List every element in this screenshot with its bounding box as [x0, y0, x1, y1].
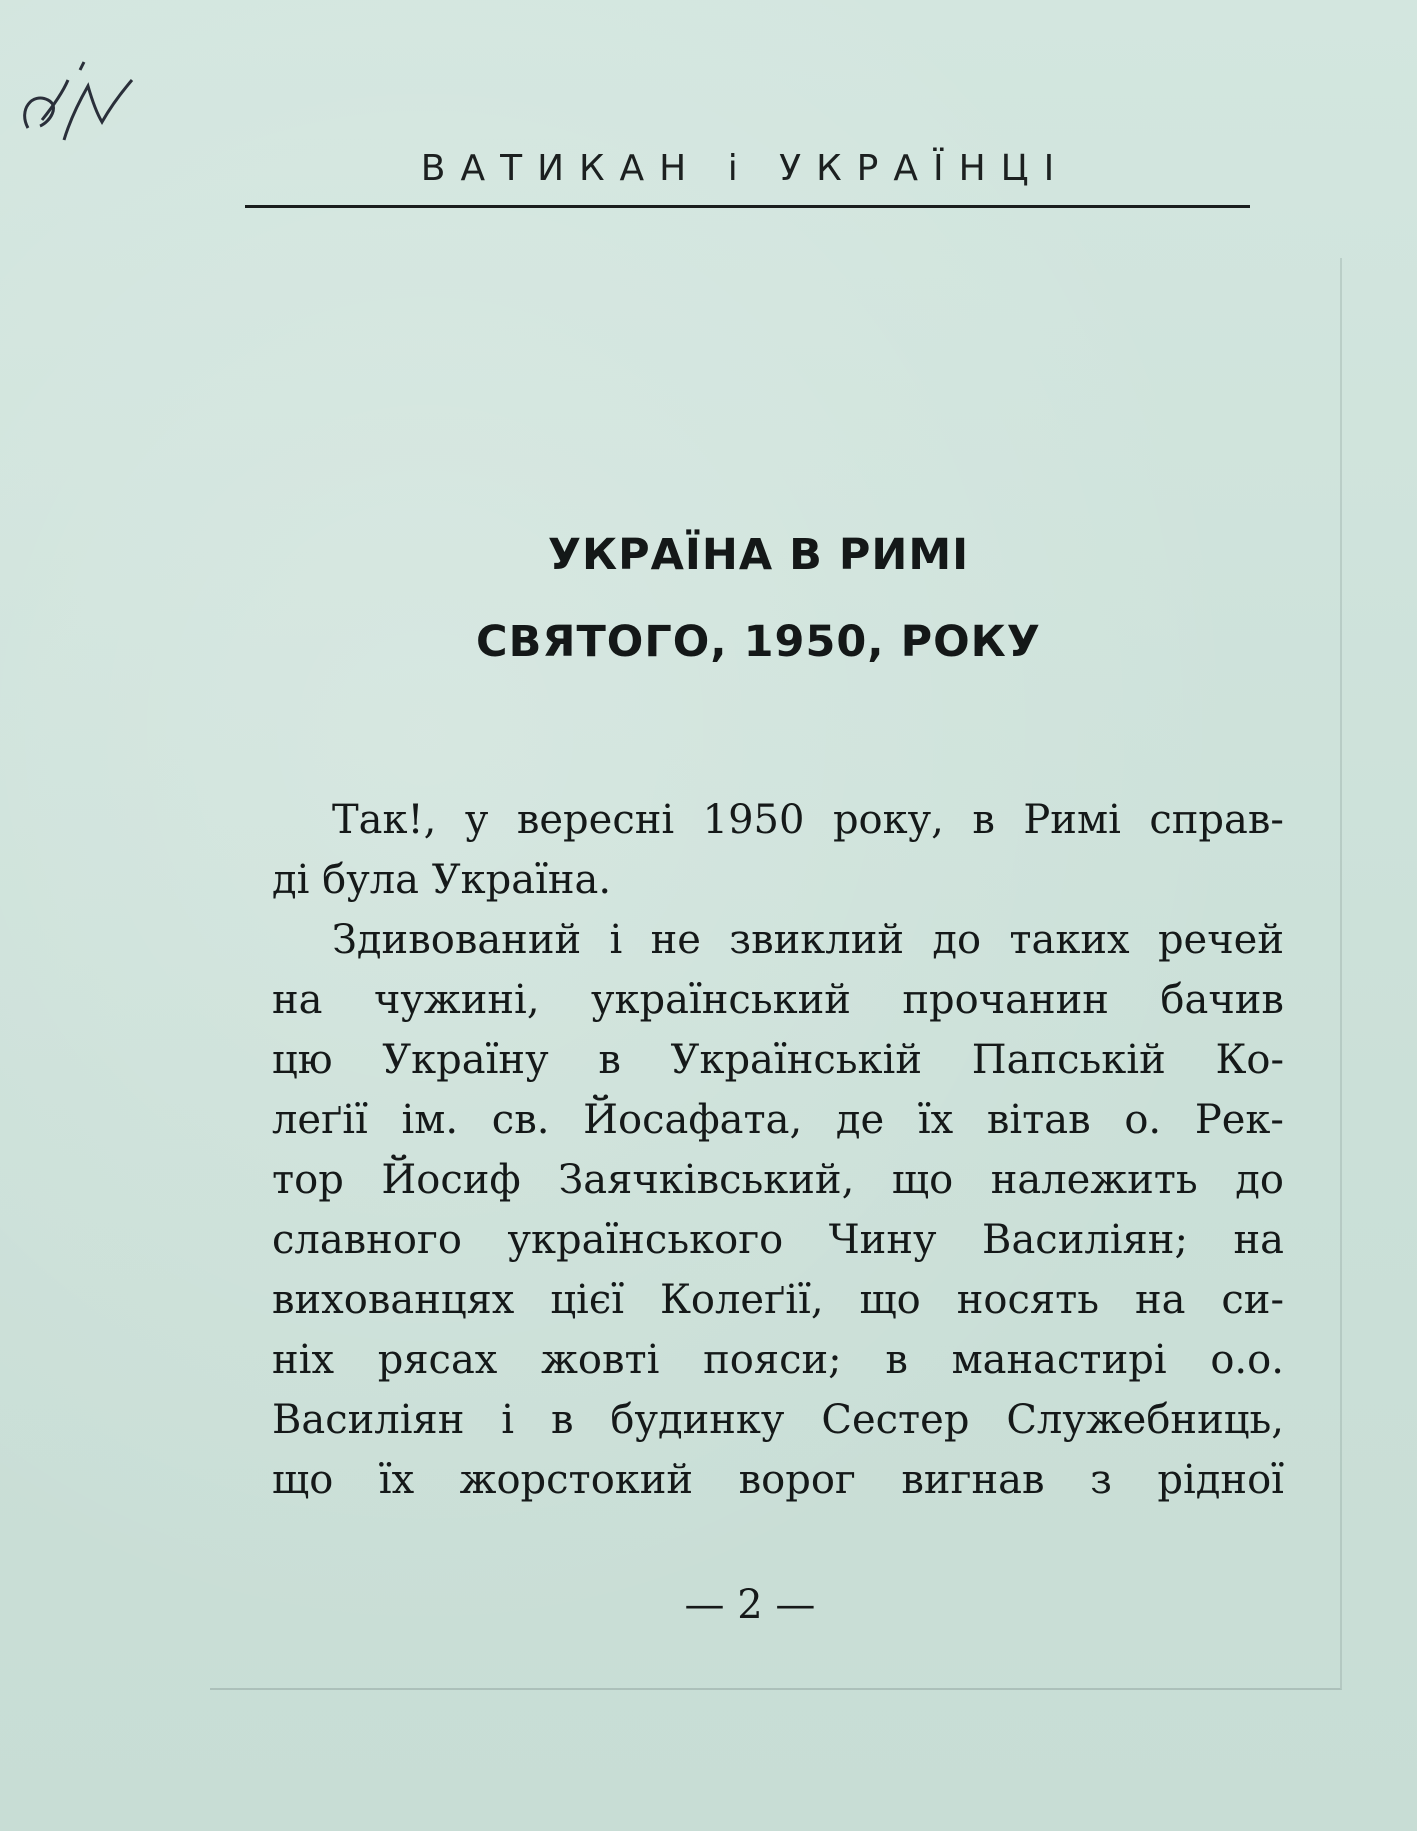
word: Василіян;: [982, 1217, 1188, 1263]
handwritten-mark-icon: [10, 50, 140, 160]
word: тор: [272, 1157, 344, 1203]
text-line: [272, 1270, 1284, 1330]
word: не: [650, 917, 701, 963]
word: Служебниць,: [1006, 1397, 1284, 1443]
chapter-title-line-1: УКРАЇНА В РИМІ: [547, 530, 970, 580]
word: ворог: [738, 1457, 856, 1503]
text-line: [272, 850, 1284, 910]
word: вересні: [516, 797, 675, 843]
word: Чину: [828, 1217, 937, 1263]
word: будинку: [610, 1397, 785, 1443]
word: Сестер: [821, 1397, 970, 1443]
word: Заячківський,: [558, 1157, 855, 1203]
word: ді: [272, 857, 310, 903]
word: Йосафата,: [583, 1097, 803, 1143]
text-line: [272, 1330, 1284, 1390]
word: року,: [832, 797, 944, 843]
word: леґії: [272, 1097, 368, 1143]
text-line: [272, 910, 1284, 970]
word: Рек-: [1194, 1097, 1284, 1143]
word: що: [859, 1277, 921, 1323]
text-line: [272, 1390, 1284, 1450]
word: з: [1090, 1457, 1112, 1503]
text-line: [272, 1030, 1284, 1090]
word: що: [272, 1457, 334, 1503]
word: 1950: [702, 797, 805, 843]
word: була: [322, 857, 420, 903]
text-line: [272, 790, 1284, 850]
word: до: [932, 917, 982, 963]
word: славного: [272, 1217, 462, 1263]
chapter-title-line-2: СВЯТОГО, 1950, РОКУ: [476, 617, 1041, 667]
header-rule: [245, 205, 1250, 208]
word: чужині,: [373, 977, 540, 1023]
word: їх: [378, 1457, 415, 1503]
word: на: [272, 977, 323, 1023]
text-line: [272, 970, 1284, 1030]
word: Україна.: [431, 857, 612, 903]
word: вигнав: [901, 1457, 1045, 1503]
word: їх: [917, 1097, 954, 1143]
text-line: [272, 1150, 1284, 1210]
word: Василіян: [272, 1397, 465, 1443]
word: Йосиф: [381, 1157, 521, 1203]
word: вітав: [986, 1097, 1091, 1143]
word: в: [550, 1397, 574, 1443]
word: вихованцях: [272, 1277, 515, 1323]
word: Папській: [971, 1037, 1166, 1083]
word: належить: [990, 1157, 1198, 1203]
word: в: [598, 1037, 621, 1083]
word: Ко-: [1215, 1037, 1284, 1083]
word: пояси;: [703, 1337, 842, 1383]
word: о.: [1124, 1097, 1162, 1143]
word: прочанин: [902, 977, 1109, 1023]
text-line: [272, 1210, 1284, 1270]
word: си-: [1221, 1277, 1284, 1323]
word: Україну: [382, 1037, 549, 1083]
word: жовті: [541, 1337, 660, 1383]
word: в: [885, 1337, 908, 1383]
word: звиклий: [729, 917, 905, 963]
word: на: [1134, 1277, 1186, 1323]
word: де: [835, 1097, 885, 1143]
page-number: — 2 —: [684, 1582, 816, 1628]
word: український: [590, 977, 851, 1023]
word: Українській: [670, 1037, 922, 1083]
word: що: [891, 1157, 954, 1203]
word: бачив: [1160, 977, 1284, 1023]
word: рясах: [377, 1337, 498, 1383]
running-head: ВАТИКАН і УКРАЇНЦІ: [420, 148, 1070, 189]
word: Так!,: [332, 797, 437, 843]
word: українського: [507, 1217, 784, 1263]
word: справ-: [1149, 797, 1284, 843]
word: цієї: [550, 1277, 625, 1323]
word: в: [972, 797, 995, 843]
word: таких: [1009, 917, 1130, 963]
text-line: [272, 1450, 1284, 1510]
word: на: [1233, 1217, 1284, 1263]
word: жорстокий: [459, 1457, 694, 1503]
word: Колеґії,: [659, 1277, 824, 1323]
word: цю: [272, 1037, 333, 1083]
word: о.о.: [1210, 1337, 1284, 1383]
word: манастирі: [951, 1337, 1167, 1383]
word: носять: [956, 1277, 1099, 1323]
word: Римі: [1023, 797, 1121, 843]
word: у: [464, 797, 489, 843]
text-line: [272, 1090, 1284, 1150]
word: рідної: [1157, 1457, 1284, 1503]
word: і: [501, 1397, 515, 1443]
body-text: [272, 790, 1284, 1510]
word: св.: [491, 1097, 550, 1143]
word: до: [1235, 1157, 1284, 1203]
word: ім.: [401, 1097, 459, 1143]
word: речей: [1157, 917, 1284, 963]
word: і: [609, 917, 623, 963]
word: Здивований: [332, 917, 582, 963]
word: ніх: [272, 1337, 335, 1383]
